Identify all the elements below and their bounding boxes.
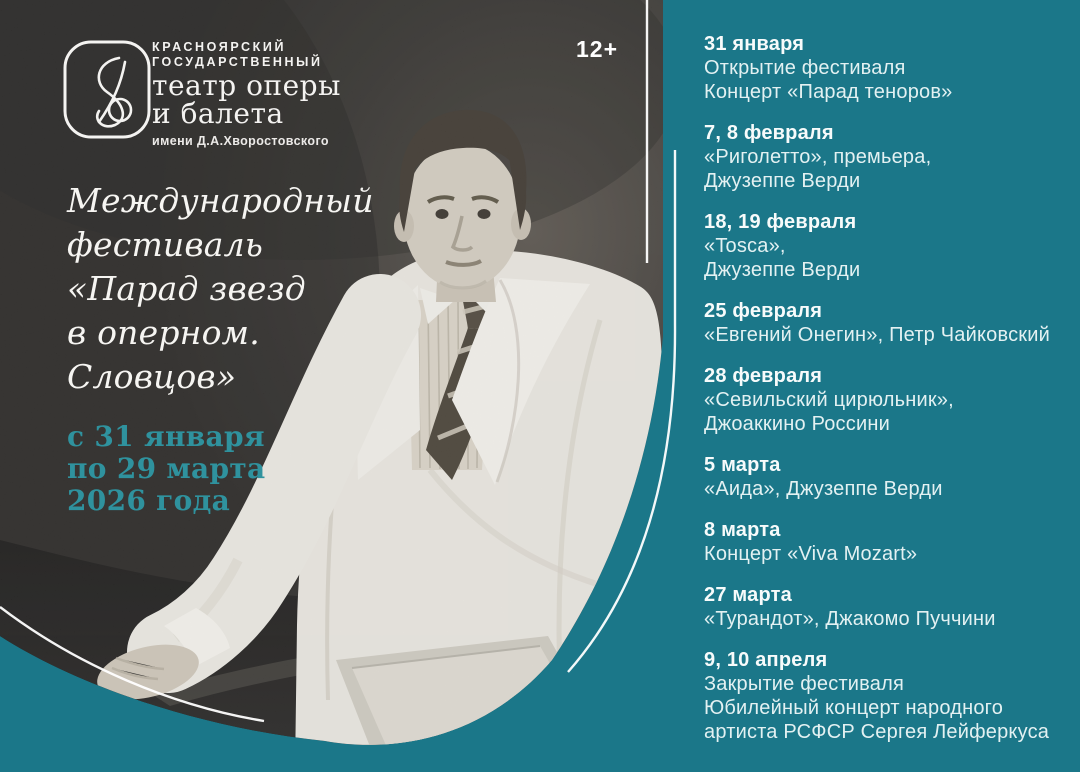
event-detail: Закрытие фестиваля — [704, 673, 904, 695]
title-line: Международный — [67, 181, 374, 220]
title-line: в оперном. — [67, 313, 260, 352]
event-detail: «Аида», Джузеппе Верди — [704, 478, 943, 500]
event-date: 31 января — [704, 33, 805, 55]
event-detail: «Севильский цирюльник», — [704, 389, 954, 411]
event-detail: «Риголетто», премьера, — [704, 146, 932, 168]
schedule-block — [704, 121, 1069, 193]
title-line: «Парад звезд — [67, 269, 306, 308]
theatre-name-caps-line2: ГОСУДАРСТВЕННЫЙ — [152, 55, 323, 69]
title-line: Словцов» — [67, 357, 237, 396]
event-date: 27 марта — [704, 584, 792, 606]
schedule-block — [704, 648, 1069, 744]
event-detail: артиста РСФСР Сергея Лейферкуса — [704, 721, 1050, 743]
title-line: фестиваль — [67, 225, 264, 264]
theatre-logo-text — [152, 40, 341, 148]
event-detail: Джузеппе Верди — [704, 259, 861, 281]
event-detail: «Tosca», — [704, 235, 786, 257]
event-detail: Концерт «Парад теноров» — [704, 81, 953, 103]
event-detail: Юбилейный концерт народного — [704, 697, 1004, 719]
event-detail: Концерт «Viva Mozart» — [704, 543, 918, 565]
event-detail: Открытие фестиваля — [704, 57, 906, 79]
schedule-block — [704, 299, 1069, 347]
opera-theatre-monogram-icon — [63, 40, 151, 139]
event-date: 28 февраля — [704, 365, 823, 387]
date-range-line: по 29 марта — [67, 452, 266, 485]
event-detail: Джоаккино Россини — [704, 413, 890, 435]
schedule-block — [704, 210, 1069, 282]
theatre-named-after: имени Д.А.Хворостовского — [152, 134, 329, 148]
event-date: 25 февраля — [704, 300, 823, 322]
festival-date-range — [67, 421, 327, 517]
schedule-block — [704, 453, 1069, 501]
event-date: 5 марта — [704, 454, 781, 476]
date-range-line: 2026 года — [67, 484, 231, 517]
date-range-line: с 31 января — [67, 420, 265, 453]
event-date: 18, 19 февраля — [704, 211, 857, 233]
schedule-block — [704, 518, 1069, 566]
theatre-wordmark-line2: и балета — [152, 97, 284, 130]
schedule-block — [704, 583, 1069, 631]
age-rating-badge: 12+ — [576, 36, 619, 62]
schedule-block — [704, 32, 1069, 104]
theatre-wordmark-line1: театр оперы — [152, 69, 341, 102]
event-schedule — [704, 32, 1069, 761]
event-date: 7, 8 февраля — [704, 122, 834, 144]
event-detail: Джузеппе Верди — [704, 170, 861, 192]
festival-title — [67, 179, 427, 399]
event-date: 8 марта — [704, 519, 781, 541]
event-detail: «Турандот», Джакомо Пуччини — [704, 608, 996, 630]
schedule-block — [704, 364, 1069, 436]
event-date: 9, 10 апреля — [704, 649, 828, 671]
theatre-name-caps-line1: КРАСНОЯРСКИЙ — [152, 40, 287, 54]
event-detail: «Евгений Онегин», Петр Чайковский — [704, 324, 1050, 346]
